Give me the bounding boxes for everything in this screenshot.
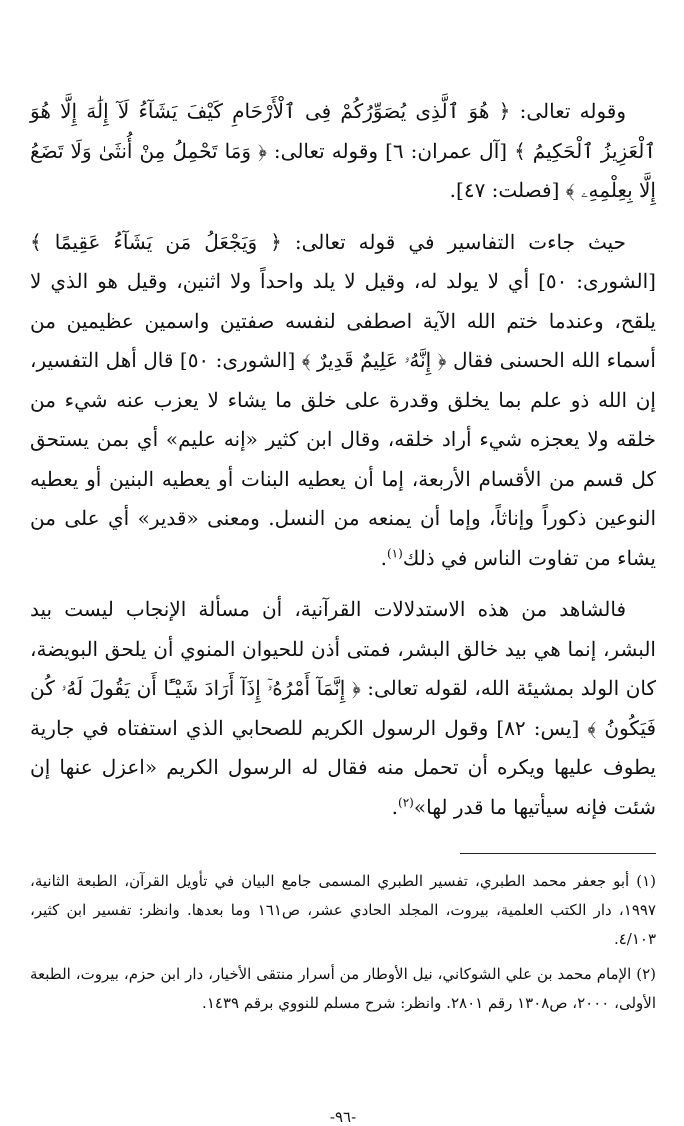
paragraph-1-text: وقوله تعالى: ﴿ هُوَ ٱلَّذِى يُصَوِّرُكُمْ فِى ٱلْأَرْحَامِ كَيْفَ يَشَآءُ لَآ إِلَٰهَ إِلَّا هُوَ ٱلْعَزِيزُ ٱلْحَكِيمُ ﴾ [آل عمران: ٦] وقوله تعالى: ﴿ وَمَا تَحْمِلُ مِنْ أُنثَىٰ وَلَا تَضَعُ إِلَّا بِعِلْمِهِۦ ﴾ [فصلت: ٤٧]. [30,99,657,202]
paragraph-2-text: حيث جاءت التفاسير في قوله تعالى: ﴿ وَيَجْعَلُ مَن يَشَآءُ عَقِيمًا ﴾ [الشورى: ٥٠] أي لا يولد له، وقيل لا يلد واحداً ولا اثنين، وقيل هو الذي لا يلقح، وعندما ختم الله الآية اصطفى لنفسه صفتين واسمين عظيمين من أسماء الله الحسنى فقال ﴿ إِنَّهُۥ عَلِيمٌ قَدِيرٌ ﴾ [الشورى: ٥٠] قال أهل التفسير، إن الله ذو علم بما يخلق وقدرة على خلق ما يشاء لا يعزب عنه شيء من خلقه ولا يعجزه شيء أراد خلقه، وقال ابن كثير «إنه عليم» أي بمن يستحق كل قسم من الأقسام الأربعة، إما أن يعطيه البنات أو يعطيه البنين أو يعطيه النوعين ذكوراً وإناثاً، وإما أن يمنعه من النسل. ومعنى «قدير» أي على من يشاء من تفاوت الناس في ذلك [30,229,656,570]
footnote-divider [460,853,656,854]
paragraph-3: فالشاهد من هذه الاستدلالات القرآنية، أن مسألة الإنجاب ليست بيد البشر، إنما هي بيد خالق البشر، فمتى أذن للحيوان المنوي أن يلحق البويضة، كان الولد بمشيئة الله، لقوله تعالى: ﴿ إِنَّمَآ أَمْرُهُۥٓ إِذَآ أَرَادَ شَيْـًٔا أَن يَقُولَ لَهُۥ كُن فَيَكُونُ ﴾ [يس: ٨٢] وقول الرسول الكريم للصحابي الذي استفتاه في جارية يطوف عليها ويكره أن تحمل منه فقال له الرسول الكريم «اعزل عنها إن شئت فإنه سيأتيها ما قدر لها»$^{(٢)}$. [30,597,657,819]
footnote-ref-2[interactable]: (٢) [398,794,414,809]
paragraph-2: حيث جاءت التفاسير في قوله تعالى: ﴿ وَيَجْعَلُ مَن يَشَآءُ عَقِيمًا ﴾ [الشورى: ٥٠] أي لا يولد له، وقيل لا يلد واحداً ولا اثنين، وقيل هو الذي لا يلقح، وعندما ختم الله الآية اصطفى لنفسه صفتين واسمين عظيمين من أسماء الله الحسنى فقال ﴿ إِنَّهُۥ عَلِيمٌ قَدِيرٌ ﴾ [الشورى: ٥٠] قال أهل التفسير، إن الله ذو علم بما يخلق وقدرة على خلق ما يشاء لا يعزب عنه شيء من خلقه ولا يعجزه شيء أراد خلقه، وقال ابن كثير «إنه عليم» أي بمن يستحق كل قسم من الأقسام الأربعة، إما أن يعطيه البنات أو يعطيه البنين أو يعطيه النوعين ذكوراً وإناثاً، وإما أن يمنعه من النسل. ومعنى «قدير» أي على من يشاء من تفاوت الناس في ذلك$^{(١)}$. [30,229,656,570]
footnote-1: (١) أبو جعفر محمد الطبري، تفسير الطبري المسمى جامع البيان في تأويل القرآن، الطبعة الثانية، ١٩٩٧، دار الكتب العلمية، بيروت، المجلد الحادي عشر، ص١٦١ وما بعدها. وانظر: تفسير ابن كثير، ٤/١٠٣. [30,872,656,948]
page-number: -٩٦- [329,1108,357,1126]
book-page [30,92,657,1126]
paragraph-3-text: فالشاهد من هذه الاستدلالات القرآنية، أن مسألة الإنجاب ليست بيد البشر، إنما هي بيد خالق البشر، فمتى أذن للحيوان المنوي أن يلحق البويضة، كان الولد بمشيئة الله، لقوله تعالى: ﴿ إِنَّمَآ أَمْرُهُۥٓ إِذَآ أَرَادَ شَيْـًٔا أَن يَقُولَ لَهُۥ كُن فَيَكُونُ ﴾ [يس: ٨٢] وقول الرسول الكريم للصحابي الذي استفتاه في جارية يطوف عليها ويكره أن تحمل منه فقال له الرسول الكريم «اعزل عنها إن شئت فإنه سيأتيها ما قدر لها» [30,597,657,819]
footnotes [30,867,656,1018]
footnote-2: (٢) الإمام محمد بن علي الشوكاني، نيل الأوطار من أسرار منتقى الأخيار، دار ابن حزم، بيروت، الطبعة الأولى، ٢٠٠٠، ص١٣٠٨ رقم ٢٨٠١. وانظر: شرح مسلم للنووي برقم ١٤٣٩. [30,965,656,1012]
footnote-ref-1[interactable]: (١) [386,545,403,560]
paragraph-1 [30,92,656,211]
main-text [30,92,656,827]
